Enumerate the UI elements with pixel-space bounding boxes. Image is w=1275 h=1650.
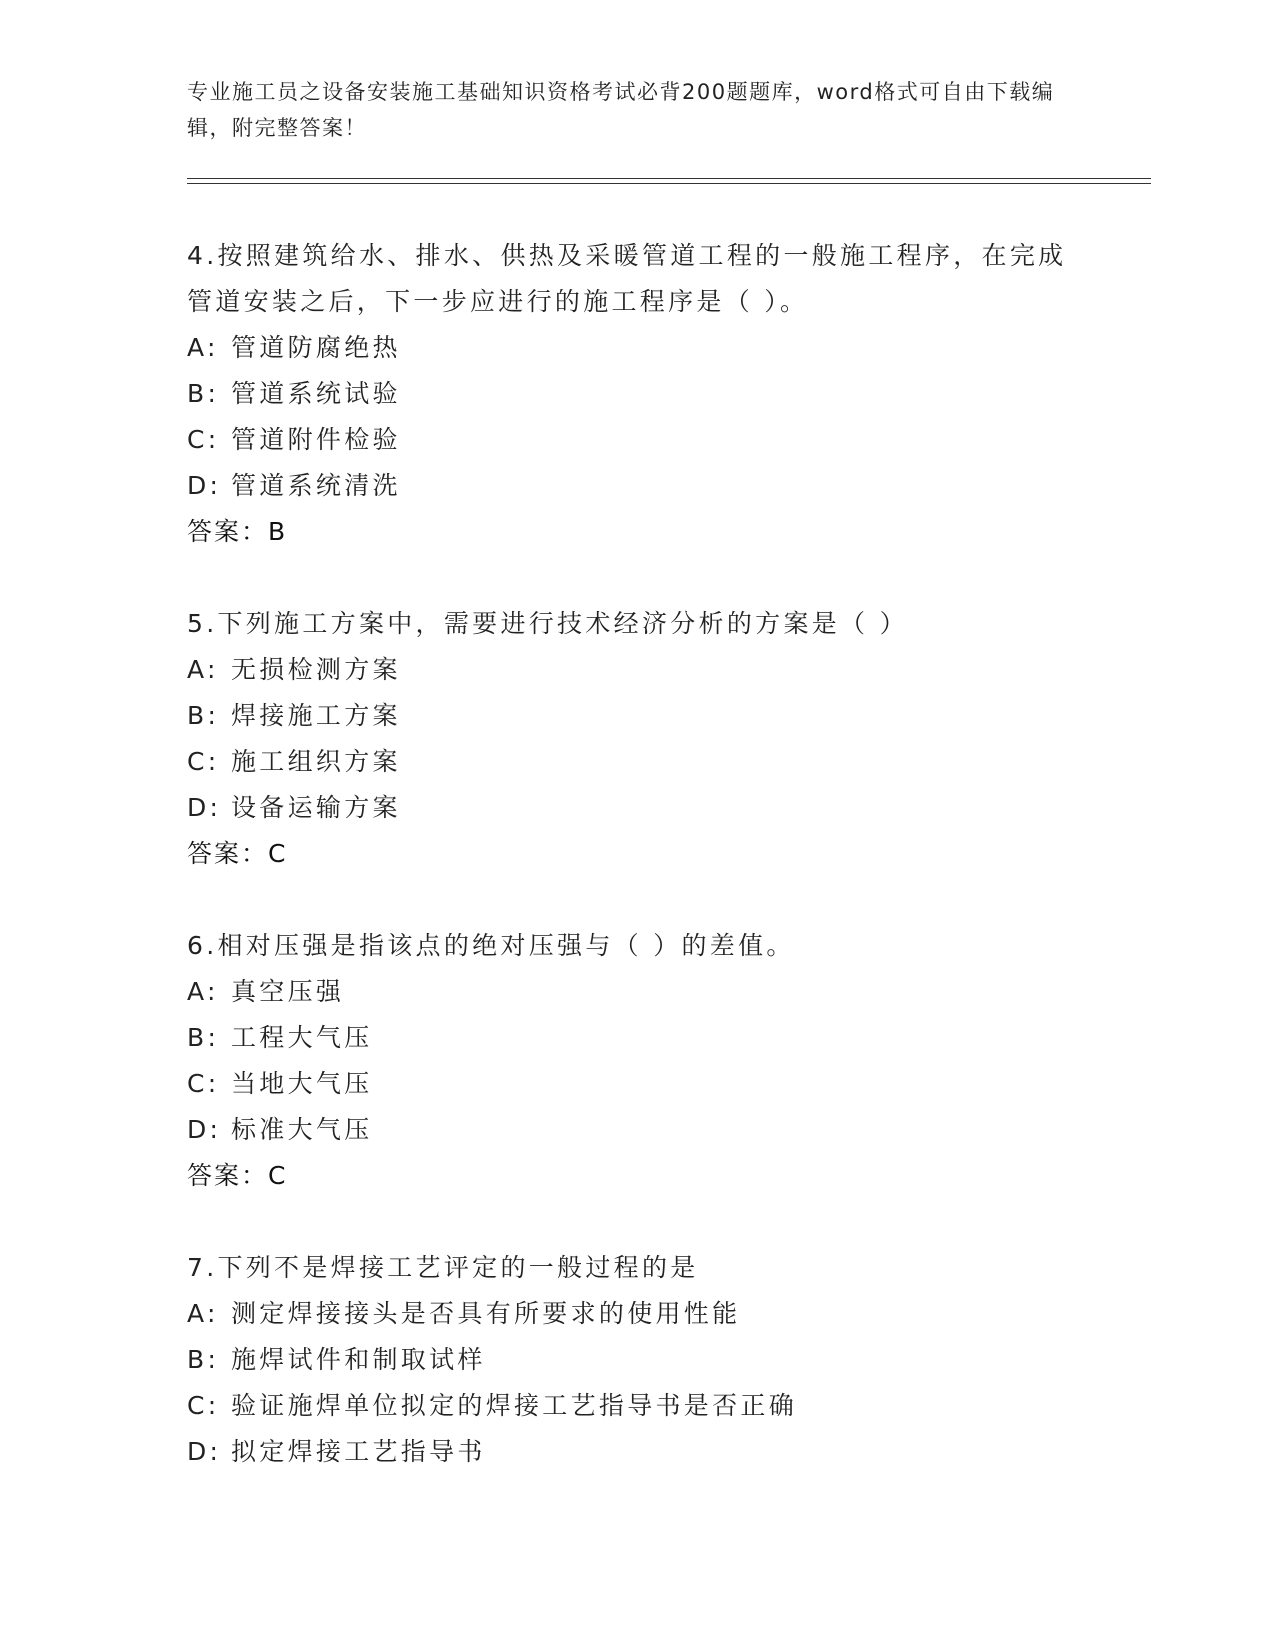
question-stem: 7.下列不是焊接工艺评定的一般过程的是 <box>187 1253 699 1282</box>
option-a <box>187 647 1087 693</box>
answer-line: 答案：C <box>187 839 288 868</box>
option-letter: C: <box>187 747 220 776</box>
option-text: 管道系统清洗 <box>231 471 401 500</box>
document-header: 专业施工员之设备安装施工基础知识资格考试必背200题题库，word格式可自由下载编辑，附完整答案！ <box>187 80 1055 140</box>
option-letter: A: <box>187 333 219 362</box>
option-letter: D: <box>187 1437 222 1466</box>
option-text: 拟定焊接工艺指导书 <box>231 1437 486 1466</box>
question-spacer <box>187 1199 1087 1245</box>
option-b <box>187 1015 1087 1061</box>
option-d <box>187 785 1087 831</box>
option-letter: D: <box>187 793 222 822</box>
header-rule-bottom <box>187 183 1151 184</box>
option-letter: B: <box>187 1345 220 1374</box>
question-stem: 6.相对压强是指该点的绝对压强与（ ）的差值。 <box>187 931 795 960</box>
option-letter: B: <box>187 1023 220 1052</box>
option-letter: A: <box>187 655 219 684</box>
option-text: 工程大气压 <box>231 1023 373 1052</box>
question-list <box>187 233 1087 1475</box>
option-c <box>187 417 1087 463</box>
option-d <box>187 1107 1087 1153</box>
option-text: 施工组织方案 <box>231 747 401 776</box>
question-stem: 5.下列施工方案中，需要进行技术经济分析的方案是（ ） <box>187 609 908 638</box>
option-a <box>187 1291 1087 1337</box>
option-text: 施焊试件和制取试样 <box>231 1345 486 1374</box>
header-rule-top <box>187 178 1151 179</box>
option-text: 测定焊接接头是否具有所要求的使用性能 <box>231 1299 741 1328</box>
option-text: 当地大气压 <box>231 1069 373 1098</box>
option-letter: C: <box>187 425 220 454</box>
option-text: 验证施焊单位拟定的焊接工艺指导书是否正确 <box>231 1391 798 1420</box>
option-b <box>187 371 1087 417</box>
option-letter: C: <box>187 1391 220 1420</box>
option-letter: D: <box>187 471 222 500</box>
option-text: 管道系统试验 <box>231 379 401 408</box>
question-6 <box>187 923 1087 1199</box>
option-letter: C: <box>187 1069 220 1098</box>
option-c <box>187 1383 1087 1429</box>
option-c <box>187 1061 1087 1107</box>
option-letter: B: <box>187 701 220 730</box>
option-text: 焊接施工方案 <box>231 701 401 730</box>
answer-line: 答案：B <box>187 517 288 546</box>
option-text: 真空压强 <box>231 977 345 1006</box>
option-text: 管道附件检验 <box>231 425 401 454</box>
question-spacer <box>187 877 1087 923</box>
question-4 <box>187 233 1087 555</box>
option-text: 标准大气压 <box>231 1115 373 1144</box>
question-spacer <box>187 555 1087 601</box>
option-letter: B: <box>187 379 220 408</box>
option-text: 管道防腐绝热 <box>231 333 401 362</box>
option-text: 设备运输方案 <box>231 793 401 822</box>
option-a <box>187 969 1087 1015</box>
question-7 <box>187 1245 1087 1475</box>
answer-line: 答案：C <box>187 1161 288 1190</box>
option-c <box>187 739 1087 785</box>
option-b <box>187 1337 1087 1383</box>
option-letter: A: <box>187 1299 219 1328</box>
question-stem: 4.按照建筑给水、排水、供热及采暖管道工程的一般施工程序，在完成管道安装之后，下一步应进行的施工程序是（ ）。 <box>187 241 1067 316</box>
option-b <box>187 693 1087 739</box>
option-d <box>187 463 1087 509</box>
option-letter: D: <box>187 1115 222 1144</box>
option-letter: A: <box>187 977 219 1006</box>
option-a <box>187 325 1087 371</box>
option-d <box>187 1429 1087 1475</box>
question-5 <box>187 601 1087 877</box>
option-text: 无损检测方案 <box>231 655 401 684</box>
